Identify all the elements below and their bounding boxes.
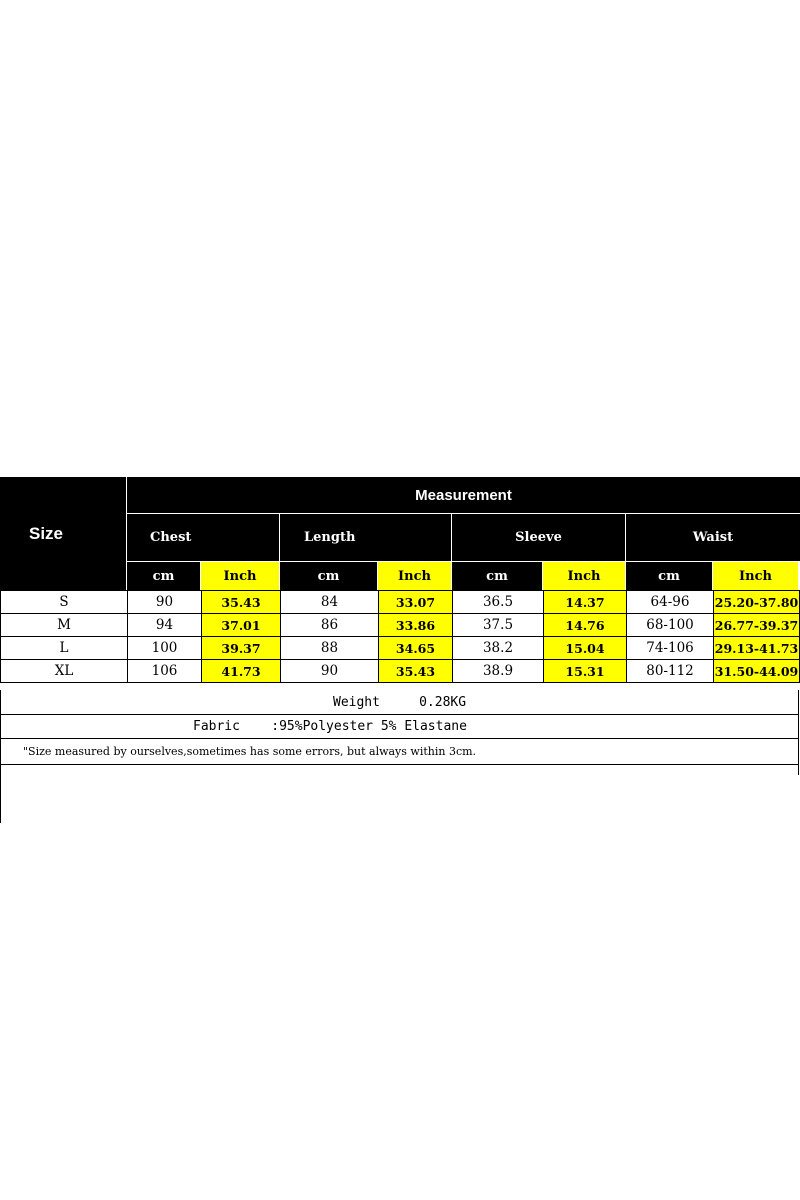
table-border-right bbox=[798, 765, 799, 775]
waist-cm-cell: 74-106 bbox=[627, 637, 714, 660]
weight-line: Weight 0.28KG bbox=[0, 690, 799, 715]
table-row bbox=[1, 660, 800, 683]
chest-header: Chest bbox=[127, 514, 280, 561]
length-cm-cell: 84 bbox=[281, 591, 379, 614]
sleeve-inch-cell: 15.31 bbox=[544, 660, 627, 683]
waist-cm-cell: 80-112 bbox=[627, 660, 714, 683]
chest-cm-cell: 90 bbox=[128, 591, 202, 614]
waist-inch-cell: 29.13-41.73 bbox=[714, 637, 800, 660]
chest-cm-header: cm bbox=[127, 561, 201, 590]
chest-cm-cell: 106 bbox=[128, 660, 202, 683]
size-chart bbox=[0, 477, 800, 823]
chest-inch-cell: 39.37 bbox=[202, 637, 281, 660]
size-note: "Size measured by ourselves,sometimes has some errors, but always within 3cm. bbox=[0, 739, 799, 765]
sleeve-cm-cell: 38.2 bbox=[453, 637, 544, 660]
size-cell: S bbox=[1, 591, 128, 614]
waist-inch-cell: 25.20-37.80 bbox=[714, 591, 800, 614]
waist-cm-cell: 68-100 bbox=[627, 614, 714, 637]
size-cell: M bbox=[1, 614, 128, 637]
measurement-table bbox=[0, 590, 800, 683]
length-cm-cell: 86 bbox=[281, 614, 379, 637]
table-row bbox=[1, 637, 800, 660]
length-inch-cell: 33.07 bbox=[379, 591, 453, 614]
length-inch-header: Inch bbox=[378, 561, 452, 590]
fabric-line: Fabric :95%Polyester 5% Elastane bbox=[0, 715, 799, 739]
waist-cm-cell: 64-96 bbox=[627, 591, 714, 614]
size-header: Size bbox=[0, 477, 127, 590]
table-row bbox=[1, 591, 800, 614]
sleeve-cm-cell: 36.5 bbox=[453, 591, 544, 614]
sleeve-inch-cell: 15.04 bbox=[544, 637, 627, 660]
table-border-left bbox=[0, 765, 1, 823]
size-cell: XL bbox=[1, 660, 128, 683]
sleeve-inch-header: Inch bbox=[543, 561, 626, 590]
waist-inch-header: Inch bbox=[713, 561, 799, 590]
length-inch-cell: 34.65 bbox=[379, 637, 453, 660]
sleeve-inch-cell: 14.37 bbox=[544, 591, 627, 614]
length-inch-cell: 35.43 bbox=[379, 660, 453, 683]
length-inch-cell: 33.86 bbox=[379, 614, 453, 637]
chest-inch-header: Inch bbox=[201, 561, 280, 590]
chest-inch-cell: 41.73 bbox=[202, 660, 281, 683]
sleeve-cm-header: cm bbox=[452, 561, 543, 590]
chest-cm-cell: 100 bbox=[128, 637, 202, 660]
length-cm-header: cm bbox=[280, 561, 378, 590]
table-row bbox=[1, 614, 800, 637]
chest-cm-cell: 94 bbox=[128, 614, 202, 637]
sleeve-cm-cell: 38.9 bbox=[453, 660, 544, 683]
waist-header: Waist bbox=[626, 514, 800, 561]
waist-inch-cell: 26.77-39.37 bbox=[714, 614, 800, 637]
chest-inch-cell: 37.01 bbox=[202, 614, 281, 637]
length-cm-cell: 88 bbox=[281, 637, 379, 660]
waist-cm-header: cm bbox=[626, 561, 713, 590]
waist-inch-cell: 31.50-44.09 bbox=[714, 660, 800, 683]
sleeve-cm-cell: 37.5 bbox=[453, 614, 544, 637]
sleeve-inch-cell: 14.76 bbox=[544, 614, 627, 637]
sleeve-header: Sleeve bbox=[452, 514, 626, 561]
chest-inch-cell: 35.43 bbox=[202, 591, 281, 614]
measurement-header: Measurement bbox=[127, 477, 800, 514]
size-cell: L bbox=[1, 637, 128, 660]
length-header: Length bbox=[280, 514, 452, 561]
length-cm-cell: 90 bbox=[281, 660, 379, 683]
